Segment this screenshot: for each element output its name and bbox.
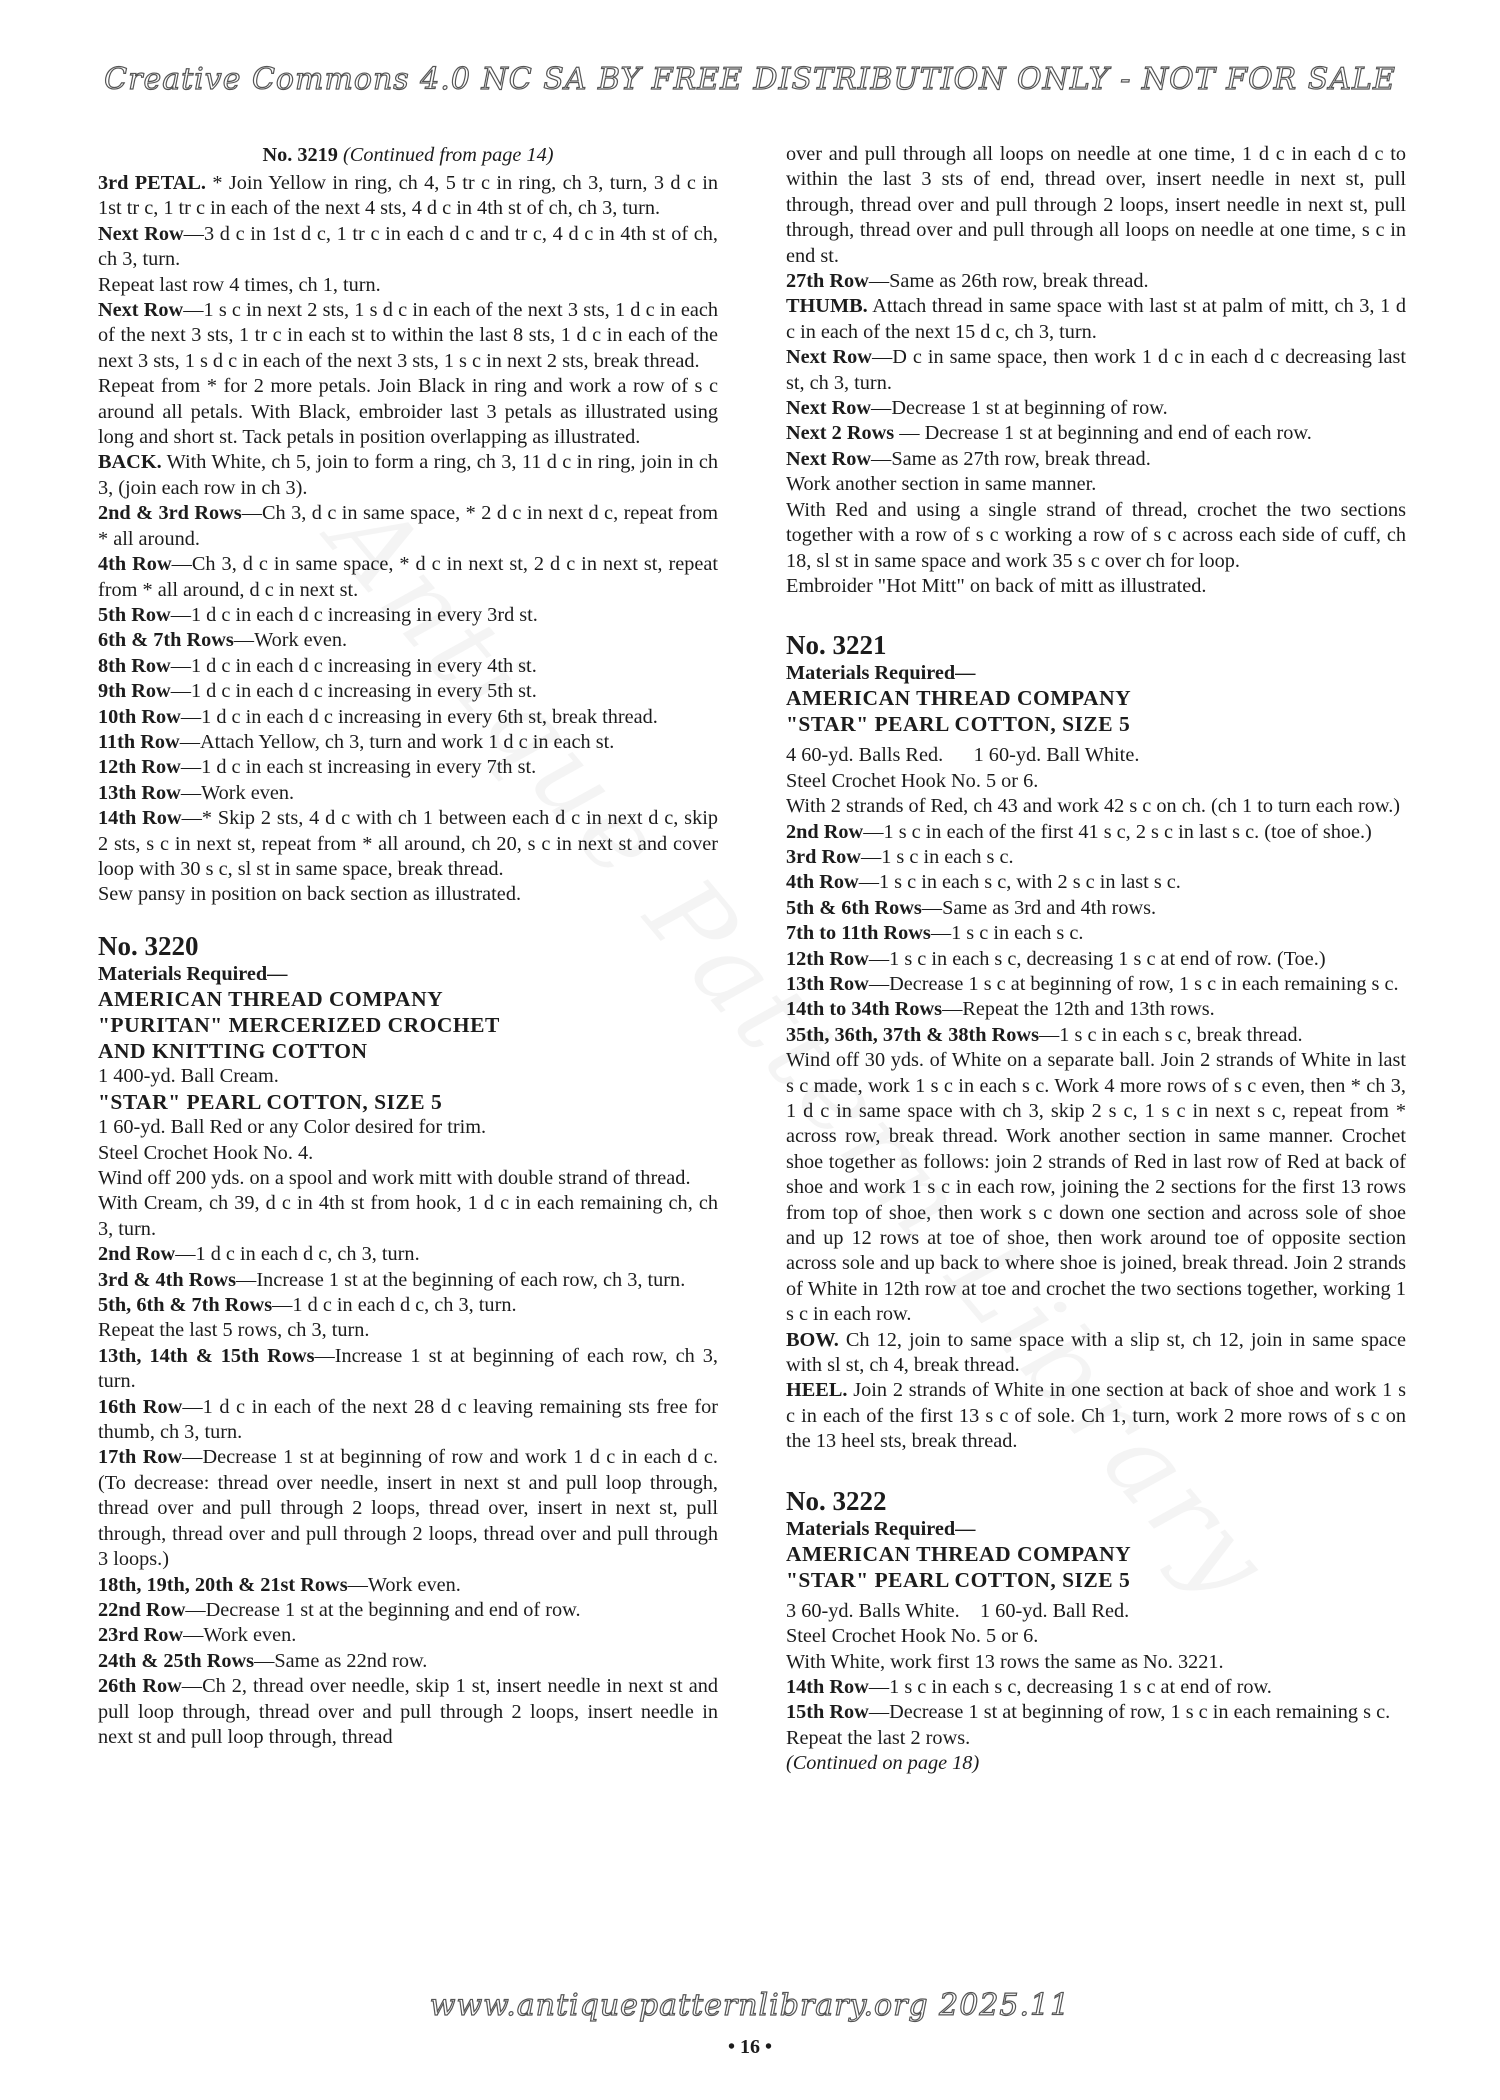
instruction-line xyxy=(98,1166,718,1191)
row-text: —Ch 2, thread over needle, skip 1 st, insert needle in next st and pull loop through, thread over and pull through 2 loops, insert needle in next st and pull loop through, thread xyxy=(98,1675,718,1748)
continued-from-note: (Continued from page 14) xyxy=(343,144,554,166)
pattern-3219-title: No. 3219 xyxy=(262,144,338,166)
row-text: Repeat last row 4 times, ch 1, turn. xyxy=(98,273,381,296)
material-line: Steel Crochet Hook No. 5 or 6. xyxy=(786,769,1039,792)
row-text: —Same as 26th row, break thread. xyxy=(868,270,1149,293)
row-text: With Cream, ch 39, d c in 4th st from hook, 1 d c in each remaining ch, ch 3, turn. xyxy=(98,1192,718,1240)
row-label: Next 2 Rows xyxy=(786,422,895,445)
row-label: 7th to 11th Rows xyxy=(786,922,931,945)
row-text: —D c in same space, then work 1 d c in each d c decreasing last st, ch 3, turn. xyxy=(786,346,1406,394)
instruction-line xyxy=(786,421,1406,446)
instruction-line xyxy=(98,1623,718,1648)
instruction-line xyxy=(786,972,1406,997)
row-label: 26th Row xyxy=(98,1675,182,1698)
instruction-line xyxy=(786,1378,1406,1454)
row-label: 24th & 25th Rows xyxy=(98,1649,255,1672)
row-text: Join 2 strands of White in one section at back of shoe and work 1 s c in each of the first 13 s c of sole. Ch 1, turn, work 2 more rows of s c on the 13 heel sts, break thread. xyxy=(786,1379,1406,1453)
instruction-line xyxy=(98,882,718,907)
material-line: 1 400-yd. Ball Cream. xyxy=(98,1064,279,1087)
row-label: 6th & 7th Rows xyxy=(98,629,234,652)
instruction-line xyxy=(98,755,718,780)
instruction-line xyxy=(786,142,1406,269)
instruction-line xyxy=(786,269,1406,294)
instruction-line xyxy=(98,603,718,628)
row-text: * Join Yellow in ring, ch 4, 5 tr c in ring, ch 3, turn, 3 d c in 1st tr c, 1 tr c in each of the next 4 sts, 4 d c in 4th st of ch, ch 3, turn. xyxy=(98,172,718,220)
material-line: 3 60-yd. Balls White. 1 60-yd. Ball Red. xyxy=(786,1599,1130,1622)
pattern-3222-title: No. 3222 xyxy=(786,1485,887,1516)
pattern-3219-heading xyxy=(98,142,718,169)
instruction-line xyxy=(786,1675,1406,1700)
instruction-line xyxy=(98,628,718,653)
row-label: 23rd Row xyxy=(98,1624,184,1647)
row-text: —Same as 22nd row. xyxy=(254,1649,428,1672)
row-label: 14th Row xyxy=(786,1675,869,1698)
materials-heading: Materials Required— xyxy=(98,962,288,985)
instruction-line xyxy=(786,1048,1406,1327)
row-text: Repeat from * for 2 more petals. Join Black in ring and work a row of s c around all petals. With Black, embroider last 3 petals as illustrated using long and short st. Tack petals in position overlapping as illustrated. xyxy=(98,375,718,449)
thread-brand-cont: AND KNITTING COTTON xyxy=(98,1038,368,1063)
pattern-3220-title: No. 3220 xyxy=(98,930,199,961)
instruction-line xyxy=(786,498,1406,574)
row-text: —1 s c in each s c. xyxy=(930,922,1084,945)
row-label: Next Row xyxy=(786,346,872,369)
row-label: 13th Row xyxy=(786,972,869,995)
row-text: With Red and using a single strand of thread, crochet the two sections together with a row of s c working a row of s c across each side of cuff, ch 18, sl st in same space and work 35 s c over ch for loop. xyxy=(786,498,1406,572)
row-text: —1 d c in each d c increasing in every 3rd st. xyxy=(170,603,538,626)
row-text: —Decrease 1 st at the beginning and end of row. xyxy=(185,1598,581,1621)
row-text: —1 s c in each s c, decreasing 1 s c at end of row. xyxy=(868,1675,1272,1698)
instruction-line xyxy=(98,654,718,679)
row-text: —Ch 3, d c in same space, * d c in next st, 2 d c in next st, repeat from * all around, d c in next st. xyxy=(98,553,718,601)
row-text: With White, work first 13 rows the same as No. 3221. xyxy=(786,1650,1224,1673)
row-text: —1 s c in next 2 sts, 1 s d c in each of the next 3 sts, 1 d c in each of the next 3 sts, 1 tr c in each st to within the last 8 sts, 1 d c in each of the next 3 sts, 1 s d c in each of the next 3 sts, 1 s c in next 2 sts, break thread. xyxy=(98,299,718,372)
instruction-line xyxy=(786,1650,1406,1675)
row-label: 3rd Row xyxy=(786,845,861,868)
instruction-line xyxy=(98,679,718,704)
materials-heading: Materials Required— xyxy=(786,662,976,685)
instruction-line xyxy=(98,730,718,755)
right-column xyxy=(786,142,1406,1777)
row-text: —1 d c in each d c increasing in every 5th st. xyxy=(170,680,537,703)
row-text: —Attach Yellow, ch 3, turn and work 1 d c in each st. xyxy=(179,730,615,753)
instruction-line xyxy=(786,997,1406,1022)
instruction-line xyxy=(786,921,1406,946)
instruction-line xyxy=(98,552,718,603)
instruction-line xyxy=(786,870,1406,895)
instruction-line xyxy=(786,396,1406,421)
company-name: AMERICAN THREAD COMPANY xyxy=(98,986,444,1011)
row-label: 3rd PETAL. xyxy=(98,172,206,194)
instruction-line xyxy=(786,574,1406,599)
continued-on-note: (Continued on page 18) xyxy=(786,1752,980,1775)
instruction-line xyxy=(98,298,718,374)
row-text: —1 d c in each d c increasing in every 4th st. xyxy=(170,654,537,677)
instruction-line xyxy=(786,820,1406,845)
pattern-3220-instructions xyxy=(98,1166,718,1750)
row-text: Embroider "Hot Mitt" on back of mitt as illustrated. xyxy=(786,574,1207,597)
material-line: Steel Crochet Hook No. 5 or 6. xyxy=(786,1625,1039,1648)
instruction-line xyxy=(98,450,718,501)
row-label: 35th, 36th, 37th & 38th Rows xyxy=(786,1023,1039,1046)
row-text: —Decrease 1 st at beginning of row and work 1 d c in each d c. (To decrease: thread over needle, insert in next st and pull loop through, thread over and pull through 2 loops, thread over, insert in next st, pull through, thread over and pull through 2 loops, thread over and pull through 3 loops.) xyxy=(98,1446,718,1571)
row-label: 13th, 14th & 15th Rows xyxy=(98,1344,315,1367)
company-name: AMERICAN THREAD COMPANY xyxy=(786,1541,1132,1566)
row-text: —Decrease 1 st at beginning of row, 1 s c in each remaining s c. xyxy=(868,1701,1391,1724)
row-text: —1 d c in each st increasing in every 7th st. xyxy=(180,756,537,779)
instruction-line xyxy=(786,947,1406,972)
thread-brand: "STAR" PEARL COTTON, SIZE 5 xyxy=(786,1567,1131,1592)
instruction-line xyxy=(98,1598,718,1623)
instruction-line xyxy=(98,171,718,222)
row-text: —Increase 1 st at beginning of each row, ch 3, turn. xyxy=(98,1344,718,1393)
footer-url: www.antiquepatternlibrary.org 2025.11 xyxy=(429,1988,1071,2023)
instruction-line xyxy=(98,1674,718,1750)
instruction-line xyxy=(98,222,718,273)
instruction-line xyxy=(98,705,718,730)
row-label: 13th Row xyxy=(98,781,181,804)
row-text: —Same as 27th row, break thread. xyxy=(871,447,1151,470)
instruction-line xyxy=(786,1328,1406,1379)
row-text: —1 s c in each s c, break thread. xyxy=(1038,1023,1303,1046)
instruction-line xyxy=(98,1191,718,1242)
license-watermark: Creative Commons 4.0 NC SA BY FREE DISTRIBUTION ONLY - NOT FOR SALE xyxy=(104,62,1396,97)
row-text: —1 s c in each of the first 41 s c, 2 s c in last s c. (toe of shoe.) xyxy=(863,820,1372,843)
row-label: 9th Row xyxy=(98,680,171,703)
row-label: Next Row xyxy=(98,222,184,245)
row-text: over and pull through all loops on needle at one time, 1 d c in each d c to within the last 3 sts of end, thread over, insert needle in next st, pull through, thread over and pull through 2 loops, insert needle in next st, pull through, thread over and pull through all loops on needle at one time, s c in end st. xyxy=(786,143,1406,267)
pattern-3220-instructions-cont xyxy=(786,142,1406,599)
row-label: Next Row xyxy=(98,299,184,322)
row-text: With White, ch 5, join to form a ring, ch 3, 11 d c in ring, join in ch 3, (join each row in ch 3). xyxy=(98,451,718,499)
row-text: —Decrease 1 st at beginning of row. xyxy=(871,397,1168,420)
row-label: THUMB. xyxy=(786,295,868,318)
instruction-line xyxy=(98,1573,718,1598)
row-label: 17th Row xyxy=(98,1446,183,1469)
row-text: With 2 strands of Red, ch 43 and work 42 s c on ch. (ch 1 to turn each row.) xyxy=(786,795,1401,818)
row-label: 14th Row xyxy=(98,807,182,830)
instruction-line xyxy=(786,845,1406,870)
instruction-line xyxy=(98,806,718,882)
pattern-3221-title: No. 3221 xyxy=(786,630,887,661)
instruction-line xyxy=(786,1726,1406,1751)
materials-heading: Materials Required— xyxy=(786,1517,976,1540)
row-text: —Ch 3, d c in same space, * 2 d c in next d c, repeat from * all around. xyxy=(98,502,718,550)
row-text: Work another section in same manner. xyxy=(786,473,1097,496)
instruction-line xyxy=(98,1318,718,1343)
row-text: —Same as 3rd and 4th rows. xyxy=(921,896,1157,919)
material-line: 4 60-yd. Balls Red. 1 60-yd. Ball White. xyxy=(786,744,1140,767)
instruction-line xyxy=(786,1700,1406,1725)
instruction-line xyxy=(786,294,1406,345)
row-text: Sew pansy in position on back section as illustrated. xyxy=(98,883,522,906)
instruction-line xyxy=(98,1242,718,1267)
pattern-3222-instructions xyxy=(786,1650,1406,1752)
instruction-line xyxy=(786,1023,1406,1048)
row-label: 4th Row xyxy=(786,871,859,894)
instruction-line xyxy=(98,501,718,552)
row-label: 5th Row xyxy=(98,603,171,626)
instruction-line xyxy=(98,1268,718,1293)
row-text: —* Skip 2 sts, 4 d c with ch 1 between each d c in next d c, skip 2 sts, s c in next st, repeat from * all around, ch 20, s c in next st and cover loop with 30 s c, sl st in same space, break thread. xyxy=(98,807,718,880)
row-text: Wind off 30 yds. of White on a separate ball. Join 2 strands of White in last s c made, work 1 s c in each s c. Work 4 more rows of s c even, then * ch 3, 1 d c in same space with ch 3, skip 2 s c, 1 s c in next s c, repeat from * across row, break thread. Work another section in same manner. Crochet shoe together as follows: join 2 strands of Red in last row of Red at back of shoe and work 1 s c in each row, joining the 2 sections for the first 13 rows from top of shoe, then work s c down one section and across sole of shoe and up 12 rows at toe of shoe, then work around toe of opposite section across sole and up back to where shoe is joined, break thread. Join 2 strands of White in 12th row at toe and crochet the two sections together, working 1 s c in each row. xyxy=(786,1049,1406,1326)
instruction-line xyxy=(98,1395,718,1446)
row-text: —1 s c in each s c, with 2 s c in last s c. xyxy=(858,871,1181,894)
instruction-line xyxy=(786,794,1406,819)
row-text: —1 s c in each s c. xyxy=(860,845,1014,868)
row-text: —Repeat the 12th and 13th rows. xyxy=(942,998,1215,1021)
row-label: 27th Row xyxy=(786,270,869,293)
row-text: Ch 12, join to same space with a slip st, ch 12, join in same space with sl st, ch 4, break thread. xyxy=(786,1328,1406,1377)
row-label: Next Row xyxy=(786,397,872,420)
thread-brand-2: "STAR" PEARL COTTON, SIZE 5 xyxy=(98,1090,443,1115)
row-label: 12th Row xyxy=(98,756,181,779)
row-text: —Increase 1 st at the beginning of each row, ch 3, turn. xyxy=(236,1268,686,1291)
row-label: 22nd Row xyxy=(98,1598,186,1621)
instruction-line xyxy=(98,374,718,450)
instruction-line xyxy=(786,472,1406,497)
row-text: —Decrease 1 s c at beginning of row, 1 s c in each remaining s c. xyxy=(868,972,1399,995)
row-text: Repeat the last 2 rows. xyxy=(786,1726,971,1749)
row-label: 4th Row xyxy=(98,553,172,576)
row-label: 16th Row xyxy=(98,1395,183,1418)
row-text: — Decrease 1 st at beginning and end of each row. xyxy=(894,422,1312,445)
row-label: 15th Row xyxy=(786,1701,869,1724)
instruction-line xyxy=(786,345,1406,396)
pattern-3221-instructions xyxy=(786,794,1406,1455)
row-text: Wind off 200 yds. on a spool and work mitt with double strand of thread. xyxy=(98,1167,691,1189)
instruction-line xyxy=(98,781,718,806)
instruction-line xyxy=(786,447,1406,472)
row-label: 8th Row xyxy=(98,654,171,677)
row-text: —Work even. xyxy=(347,1573,461,1596)
row-label: 5th & 6th Rows xyxy=(786,896,922,919)
row-text: —Work even. xyxy=(180,781,295,804)
material-line: Steel Crochet Hook No. 4. xyxy=(98,1141,314,1164)
row-text: —Work even. xyxy=(183,1624,297,1647)
instruction-line xyxy=(786,896,1406,921)
row-text: —1 d c in each d c increasing in every 6th st, break thread. xyxy=(180,705,658,728)
company-name: AMERICAN THREAD COMPANY xyxy=(786,686,1132,711)
page-number: • 16 • xyxy=(727,2036,772,2058)
material-line: 1 60-yd. Ball Red or any Color desired for trim. xyxy=(98,1116,487,1139)
row-text: —1 s c in each s c, decreasing 1 s c at end of row. (Toe.) xyxy=(868,947,1326,970)
row-label: 11th Row xyxy=(98,730,180,753)
row-text: —3 d c in 1st d c, 1 tr c in each d c and tr c, 4 d c in 4th st of ch, ch 3, turn. xyxy=(98,222,719,271)
row-label: 10th Row xyxy=(98,705,181,728)
row-label: 5th, 6th & 7th Rows xyxy=(98,1294,273,1317)
pattern-3219-instructions xyxy=(98,171,718,908)
thread-brand: "PURITAN" MERCERIZED CROCHET xyxy=(98,1012,500,1037)
row-text: Attach thread in same space with last st at palm of mitt, ch 3, 1 d c in each of the next 15 d c, ch 3, turn. xyxy=(786,295,1406,343)
left-column xyxy=(98,142,718,1750)
instruction-line xyxy=(98,1649,718,1674)
row-label: 18th, 19th, 20th & 21st Rows xyxy=(98,1573,348,1596)
row-text: —1 d c in each of the next 28 d c leaving remaining sts free for thumb, ch 3, turn. xyxy=(98,1395,718,1444)
row-label: 3rd & 4th Rows xyxy=(98,1268,237,1291)
instruction-line xyxy=(98,1293,718,1318)
row-label: 14th to 34th Rows xyxy=(786,998,943,1021)
row-label: BACK. xyxy=(98,451,162,474)
row-label: 2nd Row xyxy=(786,820,864,843)
row-label: 12th Row xyxy=(786,947,869,970)
row-label: 2nd & 3rd Rows xyxy=(98,502,242,525)
row-text: —1 d c in each d c, ch 3, turn. xyxy=(272,1294,517,1317)
thread-brand: "STAR" PEARL COTTON, SIZE 5 xyxy=(786,712,1131,737)
instruction-line xyxy=(98,1344,718,1395)
row-label: BOW. xyxy=(786,1328,839,1351)
instruction-line xyxy=(98,273,718,298)
instruction-line xyxy=(98,1445,718,1572)
row-text: —Work even. xyxy=(233,629,348,652)
row-text: —1 d c in each d c, ch 3, turn. xyxy=(175,1243,420,1266)
row-text: Repeat the last 5 rows, ch 3, turn. xyxy=(98,1319,370,1342)
row-label: 2nd Row xyxy=(98,1243,176,1266)
row-label: HEEL. xyxy=(786,1379,848,1402)
row-label: Next Row xyxy=(786,447,872,470)
